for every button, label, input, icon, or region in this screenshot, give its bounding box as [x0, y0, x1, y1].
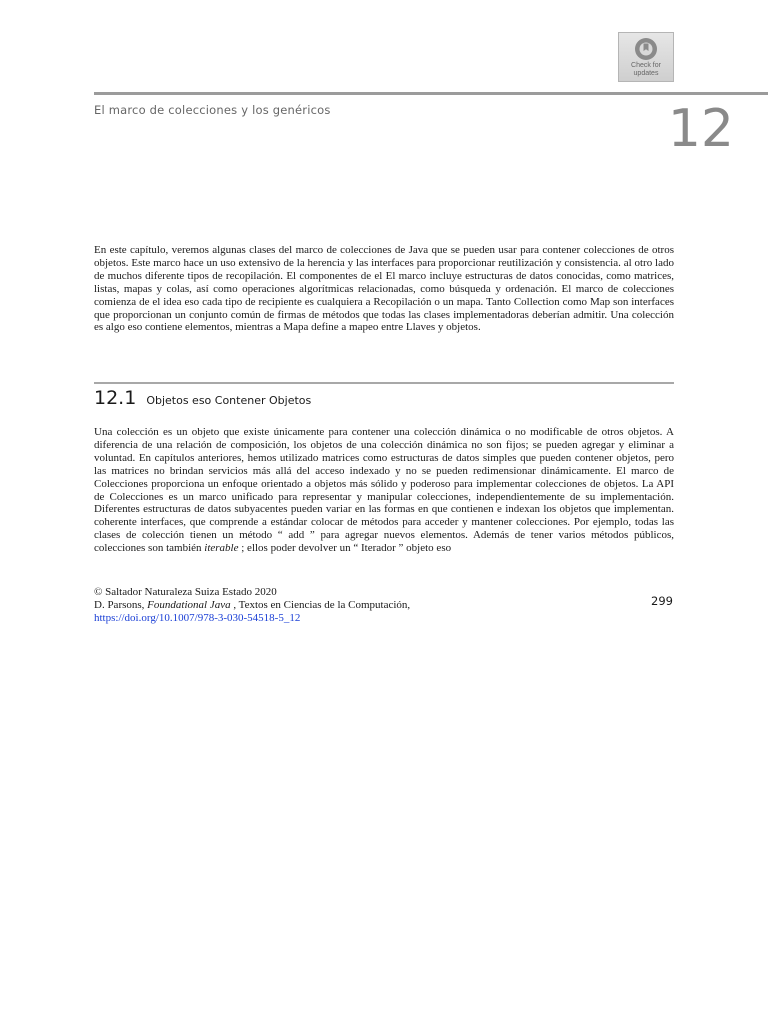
citation-series: , Textos en Ciencias de la Computación,	[233, 599, 411, 612]
body-text-italic: iterable	[204, 542, 239, 555]
footer	[94, 586, 674, 626]
check-for-updates-icon	[634, 37, 658, 61]
section-number: 12.1	[94, 387, 137, 409]
doi-link[interactable]: https://doi.org/10.1007/978-3-030-54518-5_12	[94, 612, 301, 625]
header-rule	[94, 92, 768, 95]
copyright-line: © Saltador Naturaleza Suiza Estado 2020	[94, 586, 277, 598]
section-body-paragraph	[94, 426, 674, 555]
check-for-updates-badge[interactable]	[618, 32, 674, 82]
section-heading	[94, 387, 311, 409]
chapter-number: 12	[667, 99, 734, 159]
intro-paragraph: En este capítulo, veremos algunas clases del marco de colecciones de Java que se pueden usar para contener colecciones de otros objetos. Este marco hace un uso extensivo de la herencia y las interfaces para proporcionar reutilización y consistencia. al otro lado de muchos diferente tipos de recopilación. El componentes de el El marco incluye estructuras de datos conocidas, como matrices, listas, mapas y colas, así como operaciones algorítmicas relacionadas, como búsqueda y ordenación. El marco de colecciones comienza de el idea eso cada tipo de recipiente es cualquiera a Recopilación o un mapa. Tanto Collection como Map son interfaces que proporcionan un conjunto común de firmas de métodos que todas las clases implementadoras deberían admitir. Una colección es algo eso contiene elementos, mientras a Mapa define a mapeo entre Llaves y objetos.	[94, 244, 674, 334]
badge-label-line1: Check for	[631, 62, 661, 69]
body-text-start: Una colección es un objeto que existe únicamente para contener una colección dinámica o no modificable de otros objetos. A diferencia de una relación de composición, los objetos de una colección dinámica no son fijos; se pueden agregar y eliminar a voluntad. En capítulos anteriores, hemos utilizado matrices como estructuras de datos simples que pueden contener objetos, pero las matrices no brindan servicios más allá del acceso indexado y no se pueden redimensionar dinámicamente. El marco de Colecciones proporciona un enfoque orientado a objetos más sólido y poderoso para implementar colecciones de objetos. La API de Colecciones es un marco unificado para representar y manipular colecciones, independientemente de su implementación. Diferentes estructuras de datos subyacentes pueden variar en las formas en que contienen e indexan los objetos que implementan. coherente interfaces, que comprende a estándar colocar de métodos para acceder y mantener colecciones. Por ejemplo, todas las clases de colección tienen un método “ add ” para agregar nuevos elementos. Además de tener varios métodos públicos, colecciones son también	[94, 426, 674, 555]
section-title: Objetos eso Contener Objetos	[146, 394, 312, 407]
section-rule	[94, 382, 674, 384]
citation-line	[94, 599, 674, 612]
page-number: 299	[651, 594, 673, 608]
running-head: El marco de colecciones y los genéricos	[94, 103, 331, 117]
citation-book-title: Foundational Java	[147, 599, 231, 612]
citation-author: D. Parsons,	[94, 599, 145, 612]
badge-label-line2: updates	[633, 70, 659, 77]
body-text-end: ; ellos poder devolver un “ Iterador ” objeto eso	[241, 542, 452, 555]
